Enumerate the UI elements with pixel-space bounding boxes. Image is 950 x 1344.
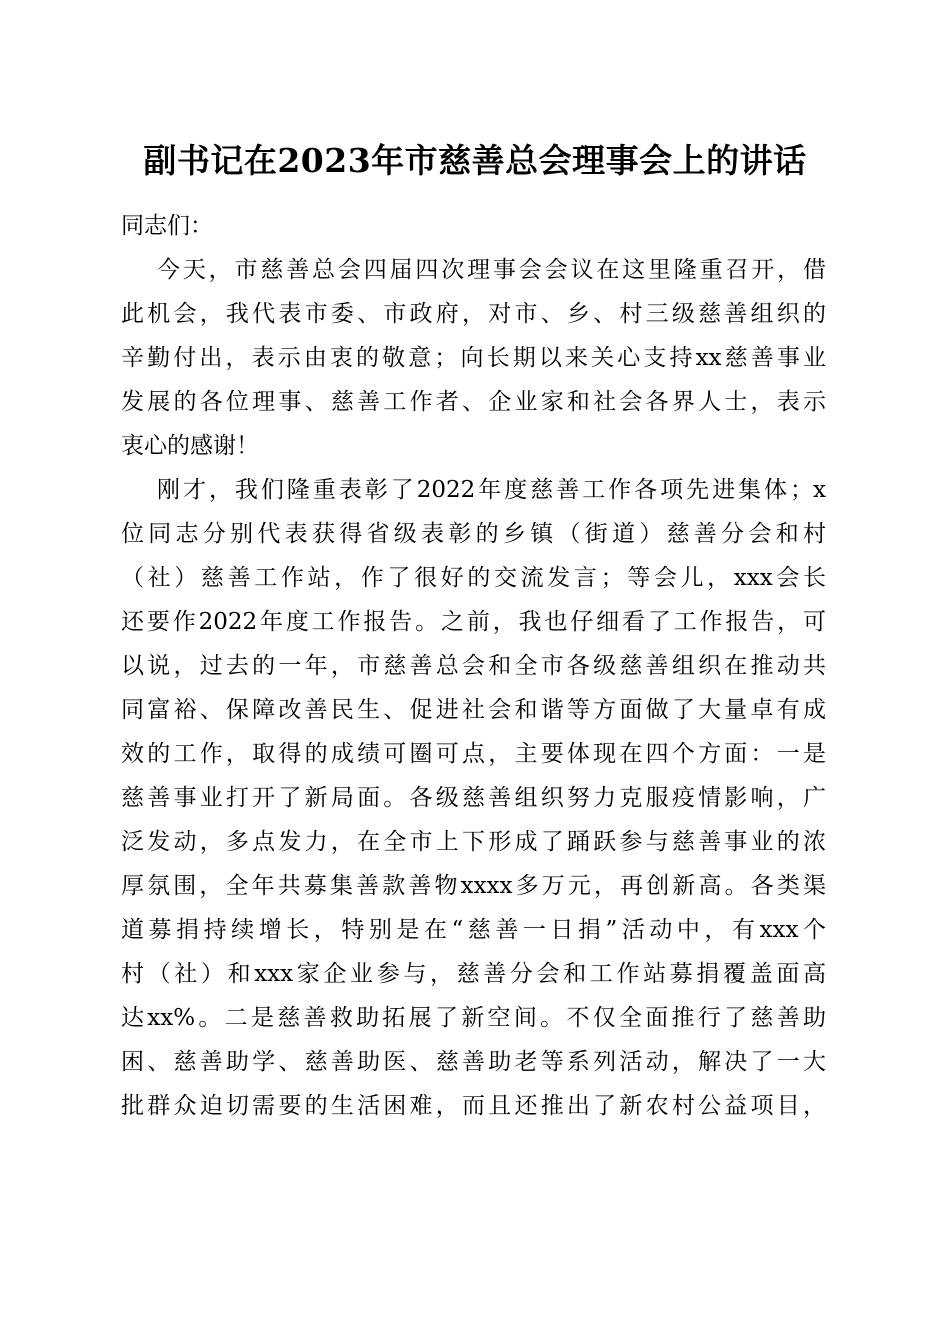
paragraph-line: 还要作2022年度工作报告。之前，我也仔细看了工作报告，可 [121, 609, 826, 635]
paragraph-line: 刚才，我们隆重表彰了2022年度慈善工作各项先进集体；x [157, 477, 826, 503]
paragraph-line: （社）慈善工作站，作了很好的交流发言；等会儿，xxx会长 [121, 565, 826, 591]
paragraph-line: 效的工作，取得的成绩可圈可点，主要体现在四个方面：一是 [121, 741, 826, 767]
paragraph-line: 衷心的感谢！ [121, 433, 259, 459]
paragraph-line: 困、慈善助学、慈善助医、慈善助老等系列活动，解决了一大 [121, 1049, 826, 1075]
paragraph-line: 同富裕、保障改善民生、促进社会和谐等方面做了大量卓有成 [121, 697, 826, 723]
paragraph-line: 泛发动，多点发力，在全市上下形成了踊跃参与慈善事业的浓 [121, 829, 826, 855]
paragraph-line: 位同志分别代表获得省级表彰的乡镇（街道）慈善分会和村 [121, 521, 826, 547]
paragraph-line: 今天，市慈善总会四届四次理事会会议在这里隆重召开，借 [157, 257, 826, 283]
paragraph-line: 此机会，我代表市委、市政府，对市、乡、村三级慈善组织的 [121, 301, 826, 327]
paragraph-line: 以说，过去的一年，市慈善总会和全市各级慈善组织在推动共 [121, 653, 826, 679]
paragraph-1 [121, 248, 826, 468]
paragraph-line: 批群众迫切需要的生活困难，而且还推出了新农村公益项目， [121, 1093, 826, 1119]
paragraph-line: 达xx%。二是慈善救助拓展了新空间。不仅全面推行了慈善助 [121, 1005, 826, 1031]
salutation: 同志们： [121, 213, 213, 239]
document-body [121, 204, 826, 1128]
paragraph-2 [121, 468, 826, 1128]
document-title: 副书记在2023年市慈善总会理事会上的讲话 [143, 141, 807, 180]
paragraph-line: 慈善事业打开了新局面。各级慈善组织努力克服疫情影响，广 [121, 785, 826, 811]
paragraph-line: 村（社）和xxx家企业参与，慈善分会和工作站募捐覆盖面高 [121, 961, 826, 987]
paragraph-line: 厚氛围，全年共募集善款善物xxxx多万元，再创新高。各类渠 [121, 873, 826, 899]
paragraph-line: 发展的各位理事、慈善工作者、企业家和社会各界人士，表示 [121, 389, 826, 415]
paragraph-line: 辛勤付出，表示由衷的敬意；向长期以来关心支持xx慈善事业 [121, 345, 826, 371]
paragraph-line: 道募捐持续增长，特别是在“慈善一日捐”活动中，有xxx个 [121, 917, 826, 943]
